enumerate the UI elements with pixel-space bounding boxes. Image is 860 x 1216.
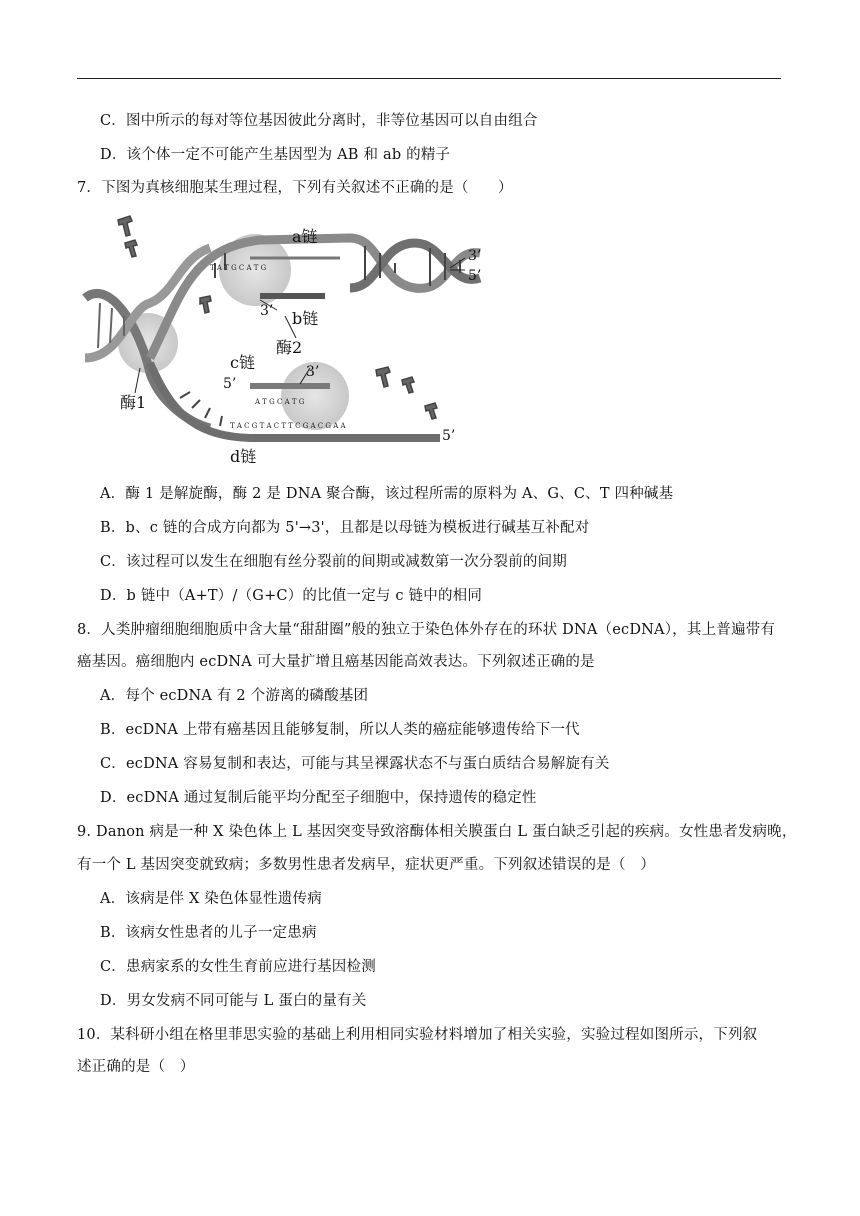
svg-text:5’: 5’ bbox=[223, 376, 237, 392]
svg-text:5’: 5’ bbox=[468, 268, 482, 284]
q8-option-c: C．ecDNA 容易复制和表达，可能与其呈裸露状态不与蛋白质结合易解旋有关 bbox=[100, 756, 610, 772]
q8-option-b: B．ecDNA 上带有癌基因且能够复制，所以人类的癌症能够遗传给下一代 bbox=[100, 722, 580, 738]
dna-replication-figure bbox=[80, 208, 500, 468]
svg-text:5’: 5’ bbox=[442, 428, 456, 444]
svg-text:T A C G T A C T T C G A C G A: T A C G T A C T T C G A C G A A bbox=[230, 422, 346, 430]
svg-text:c链: c链 bbox=[230, 353, 255, 372]
q7-option-b: B．b、c 链的合成方向都为 5'→3'，且都是以母链为模板进行碱基互补配对 bbox=[100, 520, 590, 536]
svg-text:T A T G C A T G: T A T G C A T G bbox=[210, 264, 267, 272]
q6-option-c: C．图中所示的每对等位基因彼此分离时，非等位基因可以自由组合 bbox=[100, 113, 538, 129]
q8-option-a: A．每个 ecDNA 有 2 个游离的磷酸基团 bbox=[100, 688, 369, 704]
q7-stem: 7．下图为真核细胞某生理过程，下列有关叙述不正确的是（ ） bbox=[77, 180, 513, 196]
q10-stem-line2: 述正确的是（ ） bbox=[77, 1059, 195, 1075]
q8-stem-line2: 癌基因。癌细胞内 ecDNA 可大量扩增且癌基因能高效表达。下列叙述正确的是 bbox=[77, 654, 595, 670]
q9-option-d: D．男女发病不同可能与 L 蛋白的量有关 bbox=[100, 993, 367, 1009]
q9-option-a: A．该病是伴 X 染色体显性遗传病 bbox=[100, 891, 322, 907]
q7-option-d: D．b 链中（A+T）/（G+C）的比值一定与 c 链中的相同 bbox=[100, 588, 483, 604]
svg-text:酶2: 酶2 bbox=[276, 338, 303, 357]
q6-option-d: D．该个体一定不可能产生基因型为 AB 和 ab 的精子 bbox=[100, 147, 451, 163]
q7-option-c: C．该过程可以发生在细胞有丝分裂前的间期或减数第一次分裂前的间期 bbox=[100, 554, 567, 570]
q8-option-d: D．ecDNA 通过复制后能平均分配至子细胞中，保持遗传的稳定性 bbox=[100, 790, 537, 806]
q9-option-c: C．患病家系的女性生育前应进行基因检测 bbox=[100, 959, 376, 975]
q10-stem-line1: 10．某科研小组在格里菲思实验的基础上利用相同实验材料增加了相关实验，实验过程如图所示，下列叙 bbox=[77, 1027, 758, 1043]
svg-text:酶1: 酶1 bbox=[120, 393, 147, 412]
svg-text:A T G C A T G: A T G C A T G bbox=[255, 398, 305, 406]
q7-option-a: A．酶 1 是解旋酶，酶 2 是 DNA 聚合酶，该过程所需的原料为 A、G、C、T 四种碱基 bbox=[100, 486, 674, 502]
q8-stem-line1: 8．人类肿瘤细胞细胞质中含大量“甜甜圈”般的独立于染色体外存在的环状 DNA（ecDNA），其上普遍带有 bbox=[77, 622, 776, 638]
svg-text:3’: 3’ bbox=[468, 248, 482, 264]
svg-text:b链: b链 bbox=[292, 309, 319, 328]
svg-text:3’: 3’ bbox=[306, 364, 320, 380]
svg-text:a链: a链 bbox=[292, 227, 318, 246]
q9-stem-line2: 有一个 L 基因突变就致病；多数男性患者发病早，症状更严重。下列叙述错误的是（ ） bbox=[77, 857, 656, 873]
svg-text:d链: d链 bbox=[230, 447, 257, 466]
q9-option-b: B．该病女性患者的儿子一定患病 bbox=[100, 925, 317, 941]
svg-text:3’: 3’ bbox=[260, 303, 274, 319]
header-rule bbox=[77, 78, 781, 79]
q9-stem-line1: 9. Danon 病是一种 X 染色体上 L 基因突变导致溶酶体相关膜蛋白 L 蛋白缺乏引起的疾病。女性患者发病晚， bbox=[77, 824, 797, 840]
